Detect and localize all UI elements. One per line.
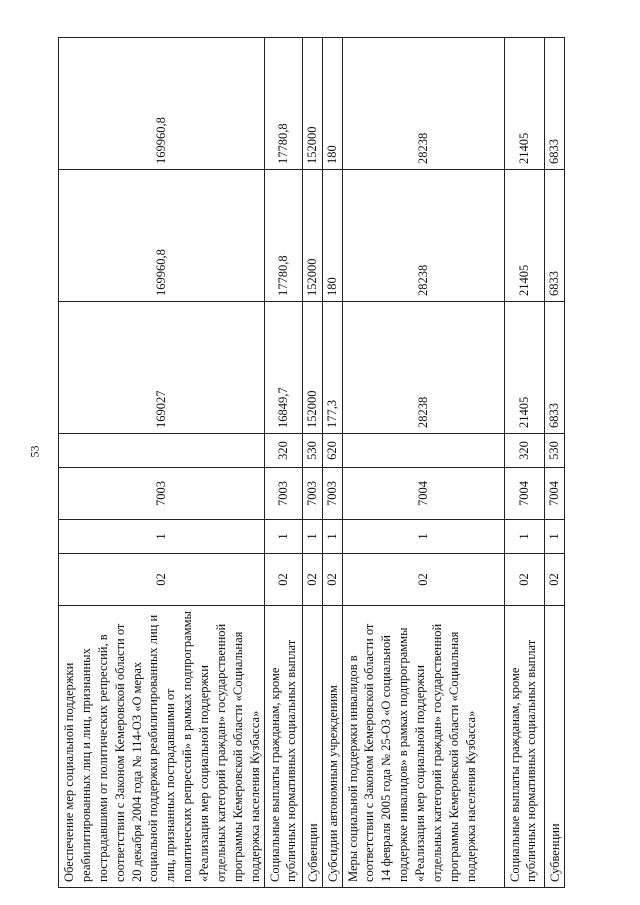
item-code: 7004 [544,468,564,520]
table-row [264,38,302,888]
item-code: 7003 [59,468,265,520]
row-name: Субвенции [544,606,564,888]
row-name: Субвенции [302,606,322,888]
expense-type-code: 530 [544,434,564,468]
expense-type-code: 530 [302,434,322,468]
subsection-code: 1 [544,520,564,554]
item-code: 7003 [322,468,342,520]
amount-year-2: 6833 [544,170,564,302]
table-row [302,38,322,888]
subsection-code: 1 [59,520,265,554]
amount-year-1: 28238 [342,302,504,434]
expense-type-code: 320 [504,434,544,468]
budget-table-rotated [58,38,593,888]
item-code: 7004 [504,468,544,520]
section-code: 02 [504,554,544,606]
expense-type-code: 320 [264,434,302,468]
amount-year-3: 17780,8 [264,38,302,170]
budget-table [58,37,565,888]
amount-year-3: 180 [322,38,342,170]
item-code: 7003 [302,468,322,520]
row-name: Обеспечение мер социальной поддержки реабилитированных лиц и лиц, признанных пострадавшими от политических репрессий, в соответствии с Законом Кемеровской области от 20 декабря 2004 года № 114-ОЗ «О мерах социальной поддержки реабилитированных лиц и лиц, признанных пострадавшими от политических репрессий» в рамках подпрограммы «Реализация мер социальной поддержки отдельных категорий граждан» государственной программы Кемеровской области «Социальная поддержка населения Кузбасса» [59,606,265,888]
amount-year-1: 21405 [504,302,544,434]
amount-year-2: 17780,8 [264,170,302,302]
subsection-code: 1 [504,520,544,554]
amount-year-1: 169027 [59,302,265,434]
row-name: Социальные выплаты гражданам, кроме публичных нормативных социальных выплат [504,606,544,888]
amount-year-3: 152000 [302,38,322,170]
subsection-code: 1 [302,520,322,554]
subsection-code: 1 [264,520,302,554]
item-code: 7003 [264,468,302,520]
table-row [342,38,504,888]
section-code: 02 [544,554,564,606]
amount-year-3: 169960,8 [59,38,265,170]
amount-year-1: 152000 [302,302,322,434]
table-row [544,38,564,888]
section-code: 02 [59,554,265,606]
table-row [59,38,265,888]
section-code: 02 [264,554,302,606]
amount-year-2: 28238 [342,170,504,302]
item-code: 7004 [342,468,504,520]
amount-year-3: 28238 [342,38,504,170]
amount-year-2: 169960,8 [59,170,265,302]
section-code: 02 [342,554,504,606]
row-name: Субсидии автономным учреждениям [322,606,342,888]
page-number: 53 [27,445,42,458]
row-name: Социальные выплаты гражданам, кроме публичных нормативных социальных выплат [264,606,302,888]
expense-type-code: 620 [322,434,342,468]
amount-year-1: 177,3 [322,302,342,434]
expense-type-code [59,434,265,468]
section-code: 02 [302,554,322,606]
table-row [504,38,544,888]
amount-year-3: 6833 [544,38,564,170]
subsection-code: 1 [322,520,342,554]
amount-year-1: 6833 [544,302,564,434]
amount-year-3: 21405 [504,38,544,170]
section-code: 02 [322,554,342,606]
amount-year-2: 152000 [302,170,322,302]
subsection-code: 1 [342,520,504,554]
expense-type-code [342,434,504,468]
table-row [322,38,342,888]
amount-year-2: 21405 [504,170,544,302]
amount-year-1: 16849,7 [264,302,302,434]
row-name: Меры социальной поддержки инвалидов в соответствии с Законом Кемеровской области от 14 февраля 2005 года № 25-ОЗ «О социальной поддержке инвалидов» в рамках подпрограммы «Реализация мер социальной поддержки отдельных категорий граждан» государственной программы Кемеровской области «Социальная поддержка населения Кузбасса» [342,606,504,888]
amount-year-2: 180 [322,170,342,302]
